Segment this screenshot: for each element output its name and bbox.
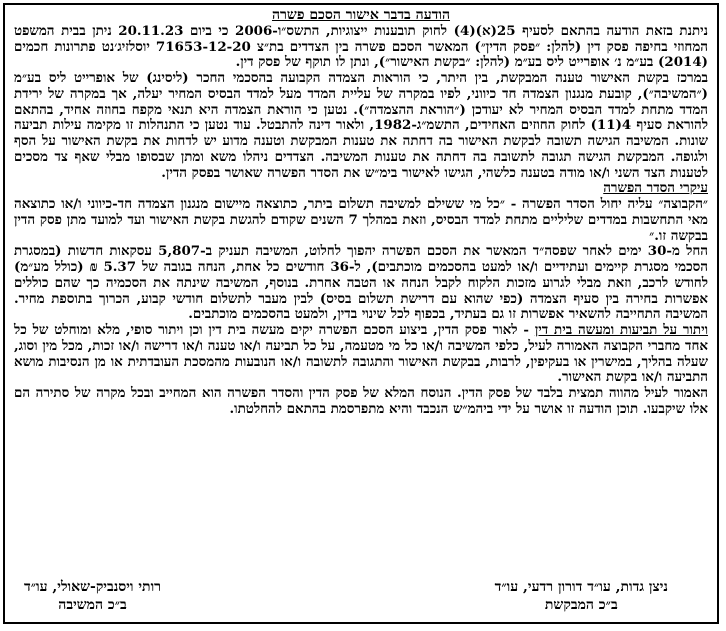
plaintiff-attorneys: ניצן גדות, עו״ד דורון רדעי, עו״ד bbox=[494, 579, 668, 595]
class-definition-paragraph: ״הקבוצה״ עליה יחול הסדר הפשרה - ״כל מי ששילם למשיבה תשלום ביתר, כתוצאה מיישום מנגנון הצמדה חד-כיווני ו/או כתוצאה מאי התחשבות במדדים שליליים מתחת למדד הבסיס, וזאת במהלך 7 השנים שקודם להגשת בקשת האישור ועד למועד מתן פסק הדין בבקשה זו.״ bbox=[14, 196, 708, 244]
closing-paragraph: האמור לעיל מהווה תמצית בלבד של פסק הדין. הנוסח המלא של פסק הדין והסדר הפשרה הוא המחייב ובכל מקרה של סתירה הם אלו שיקבעו. תוכן הודעה זו אושר על ידי ביהמ״ש הנכבד והיא מתפרסמת בהתאם להחלטתו. bbox=[14, 385, 708, 417]
background-paragraph: במרכז בקשת האישור טענה המבקשת, בין היתר, כי הוראות הצמדה הקבועה בהסכמי החכר (ליסינג) של אופרייט ליס בע״מ (״המשיבה״), קובעת מנגנון הצמדה חד כיווני, לפיו במקרה של עליית המדד מעל למדד הבסיס המחיר יעלה, אך במקרה של ירידת המדד מתחת למדד הבסיס המחיר לא יעודכן (״הוראת ההצמדה״). נטען כי הוראת הצמדה היא תנאי מקפח בחוזה אחיד, בהתאם להוראת סעיף 4(11) לחוק החוזים האחידים, התשמ״ג-1982, ולאור דינה להתבטל. עוד נטען כי התנהלות זו מקימה עילות תביעה שונות. המשיבה הגישה תשובה לבקשת האישור בה דחתה את טענות המבקשת וטענה מדוע יש לדחות את בקשת האישור על הסף ולגופה. המבקשת הגישה תגובה לתשובה בה דחתה את טענות המשיבה. הצדדים ניהלו משא ומתן שבסופו מבלי שאף צד מסכים לטענות הצד השני ו/או מודה בטענה כלשהי, הגישו לאישור בימ״ש את הסדר הפשרה שאושר בפסק הדין. bbox=[14, 70, 708, 181]
legal-notice bbox=[3, 3, 719, 624]
waiver-paragraph bbox=[14, 323, 708, 386]
benefit-paragraph: החל מ-30 ימים לאחר שפסה״ד המאשר את הסכם הפשרה יהפוך לחלוט, המשיבה תעניק ב-5,807 עסקאות חדשות (במסגרת הסכמי מסגרת קיימים ועתידיים ו/או למעט בהסכמים מוכתבים), ל-36 חודשים כל אחת, הנחה בגובה של 5.37 ₪ (כולל מע״מ) לחודש לרכב, וזאת מבלי לגרוע מזכות הלקוח לקבל הנחה או הטבה אחרת. בנוסף, המשיבה שינתה את הסכמיה כך שהם כוללים אפשרות בחירה בין סעיף הצמדה (כפי שהוא עם דרישת תשלום בסיס) לבין מעבר לתשלום חודשי קבוע, הכרוך בתוספת מחיר. המשיבה התחייבה להשאיר אפשרות זו גם בעתיד, בכפוף לכל שינוי בדין, ולמעט בהסכמים מוכתבים. bbox=[14, 243, 708, 323]
respondent-attorney: רותי ויסנביק-שאולי, עו״ד bbox=[24, 579, 162, 595]
plaintiff-role: ב״כ המבקשת bbox=[544, 597, 618, 613]
intro-paragraph: ניתנת בזאת הודעה בהתאם לסעיף 25(א)(4) לחוק תובענות ייצוגיות, התשס״ו-2006 כי ביום 20.11.23 ניתן בבית המשפט המחוזי בחיפה פסק דין (להלן: ״פסק הדין״) המאשר הסכם פשרה בין הצדדים בת״צ 71653-12-20 יוסלזיג׳נט פתרונות חכמים (2014) בע״מ נ׳ אופרייט ליס בע״מ (להלן: ״בקשת האישור״), ונתן לו תוקף של פסק דין. bbox=[14, 22, 708, 71]
signature-plaintiff bbox=[495, 578, 668, 614]
respondent-role: ב״כ המשיבה bbox=[58, 597, 127, 613]
waiver-text: - לאור פסק הדין, ביצוע הסכם הפשרה יקים מעשה בית דין וכן ויתור סופי, מלא ומוחלט של כל אחד מחברי הקבוצה האמורה לעיל, כלפי המשיבה ו/או כל מי מטעמה, על כל תביעה ו/או טענה ו/או דרישה ו/או זכות, מכל מין וסוג, שעלה בהליך, במישרין או בעקיפין, לרבות, בבקשת האישור והתגובה לתשובה ו/או הנובעות מהמסכת העובדתית או מן הנסיבות מושא התביעה ו/או בקשת האישור. bbox=[14, 322, 708, 386]
signatures bbox=[14, 578, 708, 614]
signature-respondent bbox=[24, 578, 161, 614]
section-title-settlement: עיקרי הסדר הפשרה bbox=[603, 180, 708, 197]
waiver-title: ויתור על תביעות ומעשה בית דין bbox=[534, 322, 709, 338]
notice-title: הודעה בדבר אישור הסכם פשרה bbox=[271, 7, 451, 23]
